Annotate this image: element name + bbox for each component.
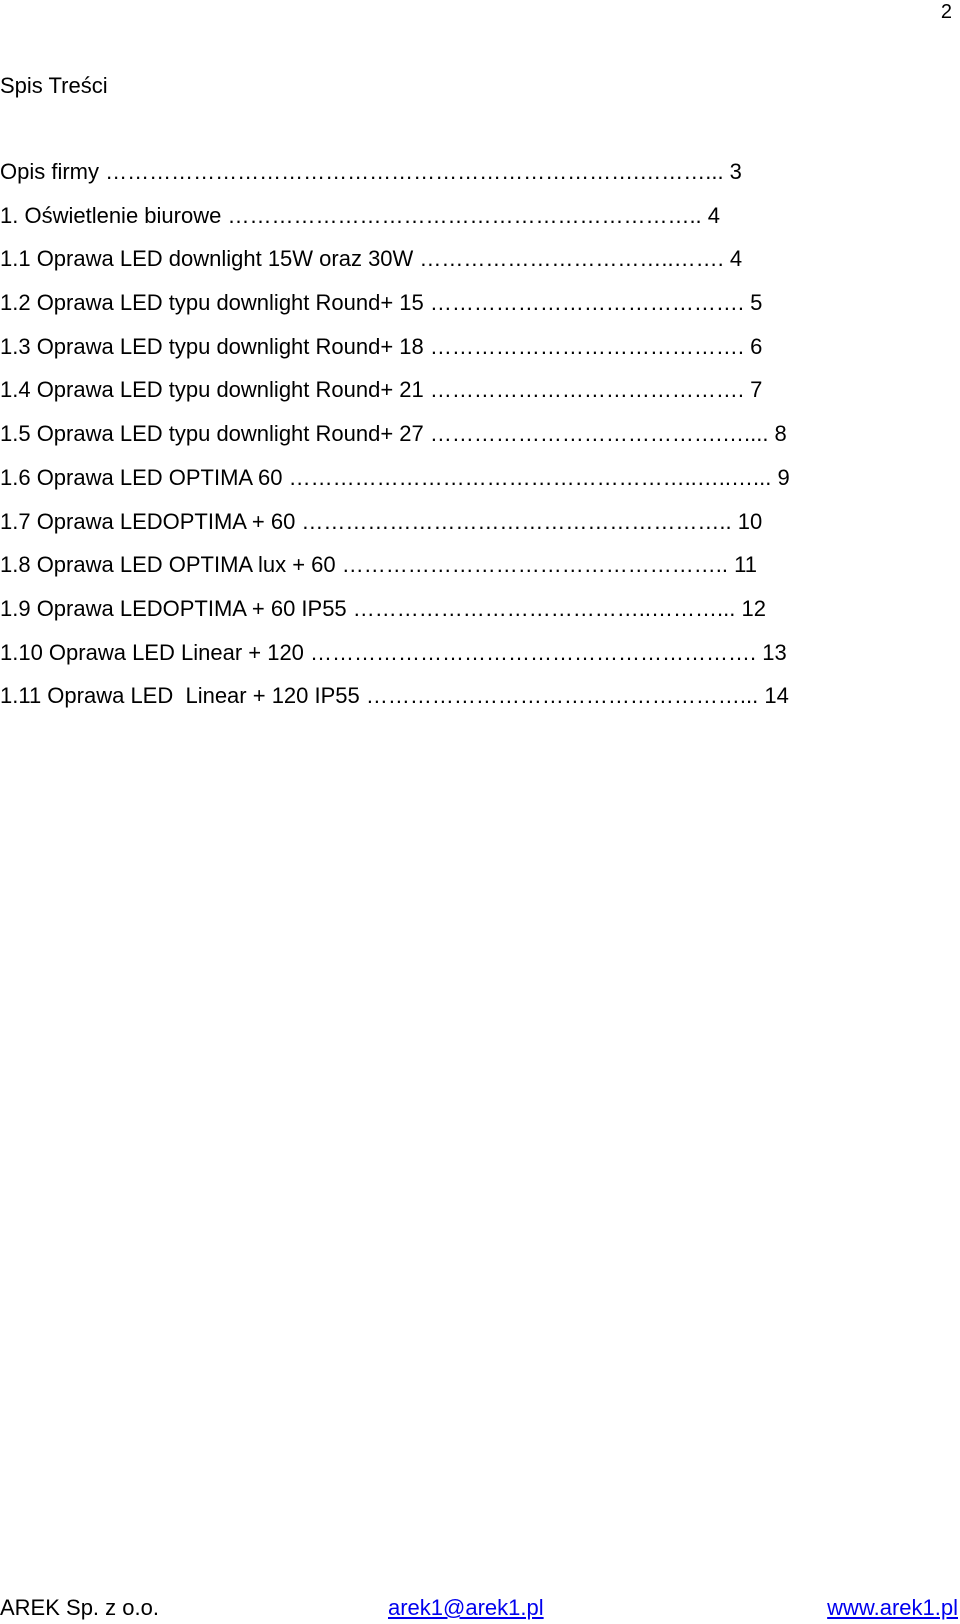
toc-entry-1-3[interactable]: 1.3 Oprawa LED typu downlight Round+ 18 ……………………………………. 6 — [0, 333, 763, 359]
toc-entry-1-6[interactable]: 1.6 Oprawa LED OPTIMA 60 ………………………………………………..…..…... 9 — [0, 464, 790, 490]
footer-email-link[interactable]: arek1@arek1.pl — [388, 1595, 544, 1620]
page-footer — [0, 1594, 958, 1622]
toc-entry-1-2[interactable]: 1.2 Oprawa LED typu downlight Round+ 15 ……………………………………. 5 — [0, 290, 763, 316]
toc-entry-1-5[interactable]: 1.5 Oprawa LED typu downlight Round+ 27 ………………………………….….... 8 — [0, 421, 787, 447]
toc-entry-1-7[interactable]: 1.7 Oprawa LEDOPTIMA + 60 ………………………………………………….. 10 — [0, 508, 763, 534]
toc-entry-1-4[interactable]: 1.4 Oprawa LED typu downlight Round+ 21 ……………………………………. 7 — [0, 377, 763, 403]
toc-entry-opis-firmy[interactable]: Opis firmy ……………………………………………………………….………... 3 — [0, 159, 742, 184]
table-of-contents — [0, 158, 955, 726]
toc-entry-1-10[interactable]: 1.10 Oprawa LED Linear + 120 ……………………………………………………. 13 — [0, 639, 787, 665]
footer-website-link[interactable]: www.arek1.pl — [827, 1595, 958, 1620]
toc-entry-1-8[interactable]: 1.8 Oprawa LED OPTIMA lux + 60 …………………………………………….. 11 — [0, 552, 757, 578]
toc-entry-1-1[interactable]: 1.1 Oprawa LED downlight 15W oraz 30W ……………………………..……. 4 — [0, 246, 743, 272]
footer-company-name: AREK Sp. z o.o. — [0, 1595, 159, 1620]
toc-title: Spis Treści — [0, 73, 108, 98]
toc-entry-1-11[interactable]: 1.11 Oprawa LED Linear + 120 IP55 ……………………………………………... 14 — [0, 683, 789, 709]
toc-entry-1[interactable]: 1. Oświetlenie biurowe ……………………………………………………….. 4 — [0, 202, 721, 228]
page-number: 2 — [940, 1, 952, 23]
toc-entry-1-9[interactable]: 1.9 Oprawa LEDOPTIMA + 60 IP55 …………………………………..………... 12 — [0, 595, 766, 621]
